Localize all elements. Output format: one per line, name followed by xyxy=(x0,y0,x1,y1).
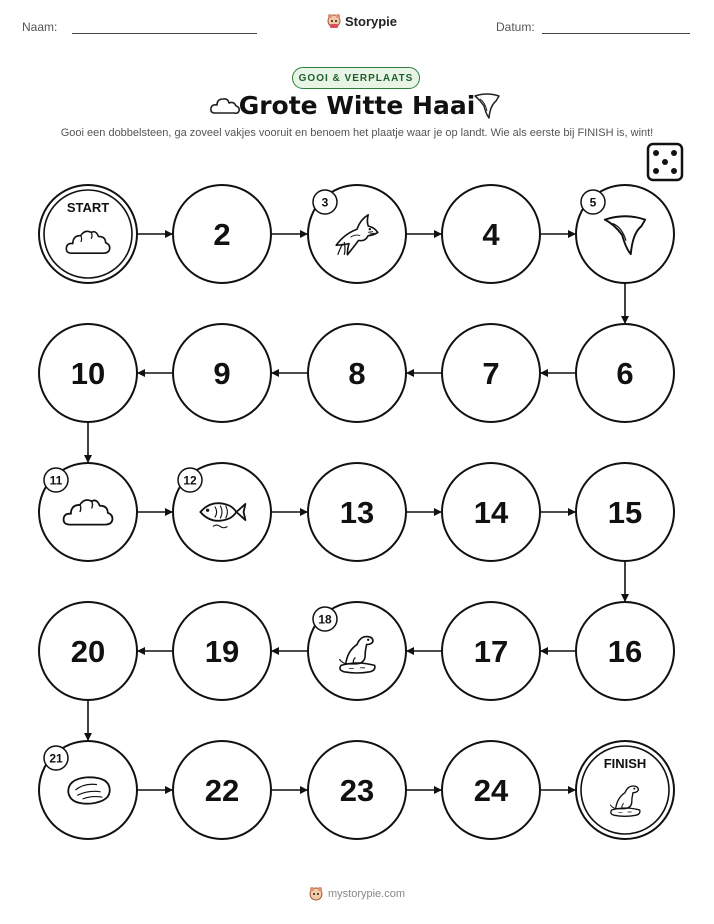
footer-mascot-icon xyxy=(309,886,323,902)
space-number: 9 xyxy=(213,356,231,391)
board-space-18 xyxy=(308,602,406,700)
board-space-3 xyxy=(308,185,406,283)
space-number: 7 xyxy=(482,356,500,391)
page-title: Grote Witte Haai xyxy=(238,91,476,120)
board-space-16 xyxy=(576,602,674,700)
space-number: 20 xyxy=(70,634,106,669)
board-space-23 xyxy=(308,741,406,839)
space-number: 4 xyxy=(482,217,500,252)
brand-name: Storypie xyxy=(345,13,398,29)
board-space-4 xyxy=(442,185,540,283)
board-space-14 xyxy=(442,463,540,561)
board-space-20 xyxy=(39,602,137,700)
board-space-7 xyxy=(442,324,540,422)
board-space-24 xyxy=(442,741,540,839)
game-type-badge: GOOI & VERPLAATS xyxy=(292,67,420,89)
space-number: 24 xyxy=(473,773,509,808)
space-number: 8 xyxy=(348,356,366,391)
board-space-11 xyxy=(39,463,137,561)
date-label: Datum: xyxy=(496,20,535,34)
board-space-22 xyxy=(173,741,271,839)
footer xyxy=(0,886,714,902)
board-space-25 xyxy=(576,741,674,839)
space-number: 5 xyxy=(589,195,597,210)
space-number: 22 xyxy=(204,773,240,808)
footer-url: mystorypie.com xyxy=(327,888,406,900)
space-number: 18 xyxy=(318,612,332,627)
space-number: 2 xyxy=(213,217,231,252)
board-space-19 xyxy=(173,602,271,700)
board-space-1 xyxy=(39,185,137,283)
board-space-2 xyxy=(173,185,271,283)
instructions: Gooi een dobbelsteen, ga zoveel vakjes vooruit en benoem het plaatje waar je op landt. Wie als eerste bij FINISH is, wint! xyxy=(60,127,654,139)
space-number: 19 xyxy=(204,634,240,669)
board-space-8 xyxy=(308,324,406,422)
finish-label: FINISH xyxy=(603,756,647,771)
space-number: 14 xyxy=(473,495,509,530)
board-space-12 xyxy=(173,463,271,561)
name-label: Naam: xyxy=(22,20,58,34)
space-number: 11 xyxy=(49,473,63,488)
space-number: 3 xyxy=(321,195,329,210)
space-number: 10 xyxy=(70,356,106,391)
board-space-17 xyxy=(442,602,540,700)
space-number: 15 xyxy=(607,495,643,530)
board-space-21 xyxy=(39,741,137,839)
space-number: 13 xyxy=(339,495,375,530)
space-number: 23 xyxy=(339,773,375,808)
board-space-6 xyxy=(576,324,674,422)
board-space-9 xyxy=(173,324,271,422)
space-number: 17 xyxy=(473,634,509,669)
space-number: 21 xyxy=(49,751,63,766)
space-number: 6 xyxy=(616,356,634,391)
board-space-5 xyxy=(576,185,674,283)
start-label: START xyxy=(66,200,110,215)
board-space-10 xyxy=(39,324,137,422)
board-space-15 xyxy=(576,463,674,561)
board-space-13 xyxy=(308,463,406,561)
space-number: 16 xyxy=(607,634,643,669)
space-number: 12 xyxy=(183,473,197,488)
